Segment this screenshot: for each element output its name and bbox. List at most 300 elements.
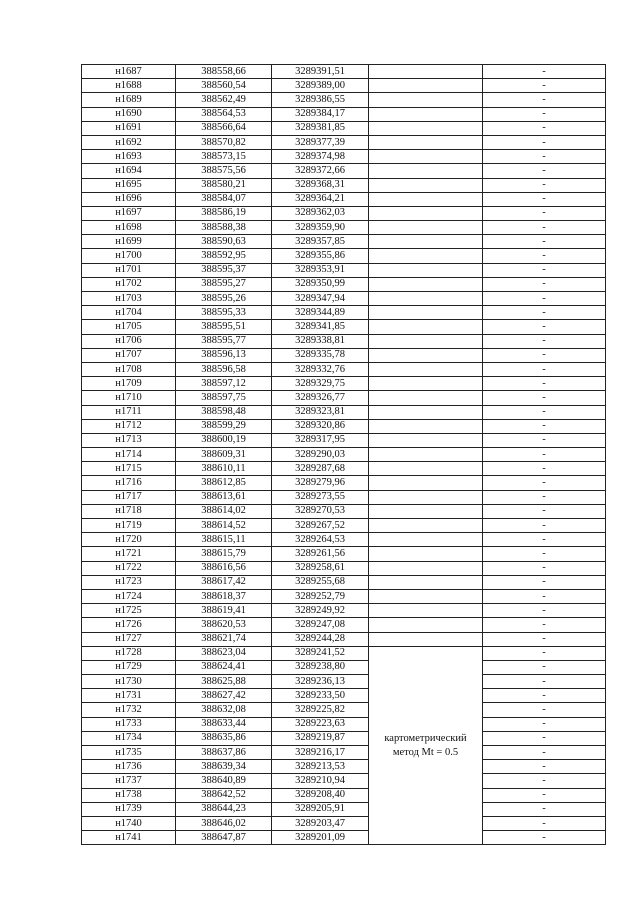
table-row [82, 746, 606, 760]
point-name-cell: н1733 [82, 717, 176, 731]
method-cell [369, 320, 483, 334]
x-coordinate-cell: 388588,38 [176, 221, 272, 235]
point-name-cell: н1717 [82, 490, 176, 504]
table-row [82, 65, 606, 79]
y-coordinate-cell: 3289241,52 [272, 646, 369, 660]
method-cell [369, 519, 483, 533]
point-name-cell: н1711 [82, 405, 176, 419]
x-coordinate-cell: 388599,29 [176, 419, 272, 433]
y-coordinate-cell: 3289389,00 [272, 79, 369, 93]
y-coordinate-cell: 3289223,63 [272, 717, 369, 731]
description-cell: - [483, 221, 606, 235]
x-coordinate-cell: 388600,19 [176, 433, 272, 447]
description-cell: - [483, 206, 606, 220]
table-row [82, 249, 606, 263]
y-coordinate-cell: 3289338,81 [272, 334, 369, 348]
point-name-cell: н1697 [82, 206, 176, 220]
point-name-cell: н1707 [82, 348, 176, 362]
method-cell [369, 547, 483, 561]
table-row [82, 504, 606, 518]
x-coordinate-cell: 388580,21 [176, 178, 272, 192]
method-cell [369, 604, 483, 618]
description-cell: - [483, 362, 606, 376]
point-name-cell: н1693 [82, 150, 176, 164]
method-cell [369, 589, 483, 603]
description-cell: - [483, 802, 606, 816]
point-name-cell: н1727 [82, 632, 176, 646]
table-row [82, 816, 606, 830]
x-coordinate-cell: 388596,58 [176, 362, 272, 376]
table-row [82, 802, 606, 816]
point-name-cell: н1698 [82, 221, 176, 235]
y-coordinate-cell: 3289329,75 [272, 377, 369, 391]
x-coordinate-cell: 388635,86 [176, 731, 272, 745]
method-cell [369, 292, 483, 306]
table-row [82, 448, 606, 462]
x-coordinate-cell: 388595,33 [176, 306, 272, 320]
description-cell: - [483, 618, 606, 632]
point-name-cell: н1730 [82, 675, 176, 689]
y-coordinate-cell: 3289249,92 [272, 604, 369, 618]
description-cell: - [483, 65, 606, 79]
description-cell: - [483, 547, 606, 561]
method-cell [369, 93, 483, 107]
x-coordinate-cell: 388644,23 [176, 802, 272, 816]
y-coordinate-cell: 3289347,94 [272, 292, 369, 306]
y-coordinate-cell: 3289258,61 [272, 561, 369, 575]
table-row [82, 788, 606, 802]
table-row [82, 206, 606, 220]
table-row [82, 320, 606, 334]
table-row [82, 192, 606, 206]
method-cell [369, 448, 483, 462]
table-row [82, 575, 606, 589]
x-coordinate-cell: 388647,87 [176, 831, 272, 845]
point-name-cell: н1736 [82, 760, 176, 774]
y-coordinate-cell: 3289238,80 [272, 660, 369, 674]
table-row [82, 632, 606, 646]
description-cell: - [483, 150, 606, 164]
point-name-cell: н1729 [82, 660, 176, 674]
x-coordinate-cell: 388562,49 [176, 93, 272, 107]
method-cell [369, 504, 483, 518]
y-coordinate-cell: 3289210,94 [272, 774, 369, 788]
description-cell: - [483, 604, 606, 618]
x-coordinate-cell: 388560,54 [176, 79, 272, 93]
table-row [82, 306, 606, 320]
point-name-cell: н1722 [82, 561, 176, 575]
description-cell: - [483, 660, 606, 674]
table-row [82, 731, 606, 745]
x-coordinate-cell: 388614,02 [176, 504, 272, 518]
y-coordinate-cell: 3289350,99 [272, 277, 369, 291]
table-row [82, 604, 606, 618]
x-coordinate-cell: 388621,74 [176, 632, 272, 646]
y-coordinate-cell: 3289216,17 [272, 746, 369, 760]
y-coordinate-cell: 3289264,53 [272, 533, 369, 547]
table-row [82, 646, 606, 660]
table-row [82, 93, 606, 107]
x-coordinate-cell: 388616,56 [176, 561, 272, 575]
description-cell: - [483, 121, 606, 135]
description-cell: - [483, 448, 606, 462]
description-cell: - [483, 675, 606, 689]
y-coordinate-cell: 3289359,90 [272, 221, 369, 235]
y-coordinate-cell: 3289261,56 [272, 547, 369, 561]
point-name-cell: н1696 [82, 192, 176, 206]
y-coordinate-cell: 3289323,81 [272, 405, 369, 419]
description-cell: - [483, 320, 606, 334]
point-name-cell: н1737 [82, 774, 176, 788]
table-row [82, 462, 606, 476]
table-row [82, 334, 606, 348]
x-coordinate-cell: 388613,61 [176, 490, 272, 504]
point-name-cell: н1710 [82, 391, 176, 405]
y-coordinate-cell: 3289384,17 [272, 107, 369, 121]
description-cell: - [483, 731, 606, 745]
y-coordinate-cell: 3289290,03 [272, 448, 369, 462]
x-coordinate-cell: 388618,37 [176, 589, 272, 603]
x-coordinate-cell: 388595,51 [176, 320, 272, 334]
method-cell [369, 618, 483, 632]
y-coordinate-cell: 3289201,09 [272, 831, 369, 845]
table-row [82, 292, 606, 306]
description-cell: - [483, 79, 606, 93]
description-cell: - [483, 462, 606, 476]
y-coordinate-cell: 3289225,82 [272, 703, 369, 717]
x-coordinate-cell: 388625,88 [176, 675, 272, 689]
method-cell [369, 334, 483, 348]
method-cell [369, 632, 483, 646]
y-coordinate-cell: 3289357,85 [272, 235, 369, 249]
method-note-line1: картометрический [384, 732, 467, 744]
x-coordinate-cell: 388586,19 [176, 206, 272, 220]
y-coordinate-cell: 3289270,53 [272, 504, 369, 518]
x-coordinate-cell: 388590,63 [176, 235, 272, 249]
table-row [82, 235, 606, 249]
x-coordinate-cell: 388566,64 [176, 121, 272, 135]
y-coordinate-cell: 3289391,51 [272, 65, 369, 79]
description-cell: - [483, 135, 606, 149]
y-coordinate-cell: 3289273,55 [272, 490, 369, 504]
description-cell: - [483, 334, 606, 348]
description-cell: - [483, 831, 606, 845]
table-row [82, 79, 606, 93]
point-name-cell: н1687 [82, 65, 176, 79]
method-cell [369, 419, 483, 433]
point-name-cell: н1699 [82, 235, 176, 249]
table-row [82, 490, 606, 504]
point-name-cell: н1694 [82, 164, 176, 178]
method-cell [369, 575, 483, 589]
description-cell: - [483, 192, 606, 206]
point-name-cell: н1740 [82, 816, 176, 830]
y-coordinate-cell: 3289205,91 [272, 802, 369, 816]
y-coordinate-cell: 3289332,76 [272, 362, 369, 376]
x-coordinate-cell: 388570,82 [176, 135, 272, 149]
table-row [82, 618, 606, 632]
coordinates-table [81, 64, 606, 845]
y-coordinate-cell: 3289377,39 [272, 135, 369, 149]
x-coordinate-cell: 388596,13 [176, 348, 272, 362]
x-coordinate-cell: 388595,77 [176, 334, 272, 348]
x-coordinate-cell: 388620,53 [176, 618, 272, 632]
x-coordinate-cell: 388573,15 [176, 150, 272, 164]
table-row [82, 263, 606, 277]
point-name-cell: н1721 [82, 547, 176, 561]
point-name-cell: н1691 [82, 121, 176, 135]
table-row [82, 703, 606, 717]
method-cell [369, 377, 483, 391]
point-name-cell: н1688 [82, 79, 176, 93]
method-cell [369, 263, 483, 277]
method-cell [369, 348, 483, 362]
table-row [82, 135, 606, 149]
x-coordinate-cell: 388617,42 [176, 575, 272, 589]
x-coordinate-cell: 388564,53 [176, 107, 272, 121]
x-coordinate-cell: 388595,27 [176, 277, 272, 291]
point-name-cell: н1712 [82, 419, 176, 433]
description-cell: - [483, 263, 606, 277]
table-row [82, 717, 606, 731]
method-cell [369, 79, 483, 93]
y-coordinate-cell: 3289219,87 [272, 731, 369, 745]
method-cell [369, 306, 483, 320]
y-coordinate-cell: 3289335,78 [272, 348, 369, 362]
y-coordinate-cell: 3289364,21 [272, 192, 369, 206]
table-row [82, 107, 606, 121]
x-coordinate-cell: 388558,66 [176, 65, 272, 79]
point-name-cell: н1731 [82, 689, 176, 703]
description-cell: - [483, 235, 606, 249]
y-coordinate-cell: 3289236,13 [272, 675, 369, 689]
x-coordinate-cell: 388610,11 [176, 462, 272, 476]
method-cell [369, 135, 483, 149]
table-row [82, 150, 606, 164]
y-coordinate-cell: 3289372,66 [272, 164, 369, 178]
point-name-cell: н1709 [82, 377, 176, 391]
table-row [82, 433, 606, 447]
x-coordinate-cell: 388639,34 [176, 760, 272, 774]
method-cell [369, 391, 483, 405]
point-name-cell: н1713 [82, 433, 176, 447]
x-coordinate-cell: 388597,12 [176, 377, 272, 391]
description-cell: - [483, 632, 606, 646]
point-name-cell: н1741 [82, 831, 176, 845]
point-name-cell: н1720 [82, 533, 176, 547]
y-coordinate-cell: 3289381,85 [272, 121, 369, 135]
table-row [82, 533, 606, 547]
description-cell: - [483, 816, 606, 830]
method-cell [369, 164, 483, 178]
method-cell [369, 476, 483, 490]
x-coordinate-cell: 388609,31 [176, 448, 272, 462]
method-cell [369, 561, 483, 575]
method-note-line2: метод Mt = 0.5 [392, 746, 459, 758]
description-cell: - [483, 107, 606, 121]
table-row [82, 348, 606, 362]
point-name-cell: н1728 [82, 646, 176, 660]
description-cell: - [483, 249, 606, 263]
point-name-cell: н1692 [82, 135, 176, 149]
table-row [82, 405, 606, 419]
description-cell: - [483, 519, 606, 533]
y-coordinate-cell: 3289320,86 [272, 419, 369, 433]
y-coordinate-cell: 3289279,96 [272, 476, 369, 490]
x-coordinate-cell: 388598,48 [176, 405, 272, 419]
table-row [82, 675, 606, 689]
method-cell [369, 249, 483, 263]
point-name-cell: н1704 [82, 306, 176, 320]
y-coordinate-cell: 3289368,31 [272, 178, 369, 192]
method-cell [369, 65, 483, 79]
y-coordinate-cell: 3289341,85 [272, 320, 369, 334]
y-coordinate-cell: 3289267,52 [272, 519, 369, 533]
method-cell [369, 462, 483, 476]
description-cell: - [483, 788, 606, 802]
description-cell: - [483, 391, 606, 405]
y-coordinate-cell: 3289386,55 [272, 93, 369, 107]
table-row [82, 589, 606, 603]
point-name-cell: н1732 [82, 703, 176, 717]
method-cell [369, 206, 483, 220]
point-name-cell: н1701 [82, 263, 176, 277]
x-coordinate-cell: 388619,41 [176, 604, 272, 618]
method-cell [369, 150, 483, 164]
description-cell: - [483, 589, 606, 603]
coordinates-sheet [81, 64, 601, 845]
method-cell [369, 433, 483, 447]
point-name-cell: н1706 [82, 334, 176, 348]
point-name-cell: н1690 [82, 107, 176, 121]
point-name-cell: н1718 [82, 504, 176, 518]
method-cell [369, 107, 483, 121]
table-row [82, 178, 606, 192]
y-coordinate-cell: 3289203,47 [272, 816, 369, 830]
y-coordinate-cell: 3289252,79 [272, 589, 369, 603]
y-coordinate-cell: 3289362,03 [272, 206, 369, 220]
table-row [82, 121, 606, 135]
point-name-cell: н1719 [82, 519, 176, 533]
table-row [82, 419, 606, 433]
x-coordinate-cell: 388597,75 [176, 391, 272, 405]
description-cell: - [483, 561, 606, 575]
x-coordinate-cell: 388615,79 [176, 547, 272, 561]
description-cell: - [483, 164, 606, 178]
y-coordinate-cell: 3289287,68 [272, 462, 369, 476]
method-cell [369, 235, 483, 249]
x-coordinate-cell: 388627,42 [176, 689, 272, 703]
point-name-cell: н1739 [82, 802, 176, 816]
method-cell [369, 405, 483, 419]
x-coordinate-cell: 388642,52 [176, 788, 272, 802]
x-coordinate-cell: 388592,95 [176, 249, 272, 263]
description-cell: - [483, 377, 606, 391]
point-name-cell: н1724 [82, 589, 176, 603]
y-coordinate-cell: 3289247,08 [272, 618, 369, 632]
point-name-cell: н1695 [82, 178, 176, 192]
description-cell: - [483, 306, 606, 320]
x-coordinate-cell: 388584,07 [176, 192, 272, 206]
table-row [82, 831, 606, 845]
y-coordinate-cell: 3289233,50 [272, 689, 369, 703]
description-cell: - [483, 533, 606, 547]
description-cell: - [483, 689, 606, 703]
table-row [82, 774, 606, 788]
description-cell: - [483, 433, 606, 447]
method-cell [369, 221, 483, 235]
x-coordinate-cell: 388595,26 [176, 292, 272, 306]
description-cell: - [483, 476, 606, 490]
description-cell: - [483, 760, 606, 774]
description-cell: - [483, 490, 606, 504]
x-coordinate-cell: 388633,44 [176, 717, 272, 731]
description-cell: - [483, 292, 606, 306]
table-row [82, 689, 606, 703]
x-coordinate-cell: 388637,86 [176, 746, 272, 760]
method-cell [369, 533, 483, 547]
point-name-cell: н1702 [82, 277, 176, 291]
x-coordinate-cell: 388646,02 [176, 816, 272, 830]
description-cell: - [483, 774, 606, 788]
table-row [82, 476, 606, 490]
description-cell: - [483, 703, 606, 717]
y-coordinate-cell: 3289317,95 [272, 433, 369, 447]
y-coordinate-cell: 3289208,40 [272, 788, 369, 802]
method-cell [369, 490, 483, 504]
point-name-cell: н1708 [82, 362, 176, 376]
x-coordinate-cell: 388623,04 [176, 646, 272, 660]
method-cell [369, 192, 483, 206]
y-coordinate-cell: 3289355,86 [272, 249, 369, 263]
point-name-cell: н1734 [82, 731, 176, 745]
point-name-cell: н1726 [82, 618, 176, 632]
table-row [82, 391, 606, 405]
point-name-cell: н1723 [82, 575, 176, 589]
description-cell: - [483, 348, 606, 362]
table-row [82, 277, 606, 291]
method-cell [369, 178, 483, 192]
x-coordinate-cell: 388632,08 [176, 703, 272, 717]
description-cell: - [483, 419, 606, 433]
y-coordinate-cell: 3289213,53 [272, 760, 369, 774]
method-cell [369, 362, 483, 376]
point-name-cell: н1715 [82, 462, 176, 476]
y-coordinate-cell: 3289344,89 [272, 306, 369, 320]
table-row [82, 377, 606, 391]
table-row [82, 547, 606, 561]
method-note-cell [369, 646, 483, 845]
x-coordinate-cell: 388612,85 [176, 476, 272, 490]
table-row [82, 362, 606, 376]
table-row [82, 164, 606, 178]
x-coordinate-cell: 388615,11 [176, 533, 272, 547]
description-cell: - [483, 178, 606, 192]
x-coordinate-cell: 388575,56 [176, 164, 272, 178]
point-name-cell: н1703 [82, 292, 176, 306]
point-name-cell: н1716 [82, 476, 176, 490]
point-name-cell: н1705 [82, 320, 176, 334]
table-row [82, 660, 606, 674]
coordinates-table-body [82, 65, 606, 845]
point-name-cell: н1738 [82, 788, 176, 802]
x-coordinate-cell: 388640,89 [176, 774, 272, 788]
description-cell: - [483, 504, 606, 518]
description-cell: - [483, 277, 606, 291]
y-coordinate-cell: 3289374,98 [272, 150, 369, 164]
x-coordinate-cell: 388624,41 [176, 660, 272, 674]
y-coordinate-cell: 3289255,68 [272, 575, 369, 589]
